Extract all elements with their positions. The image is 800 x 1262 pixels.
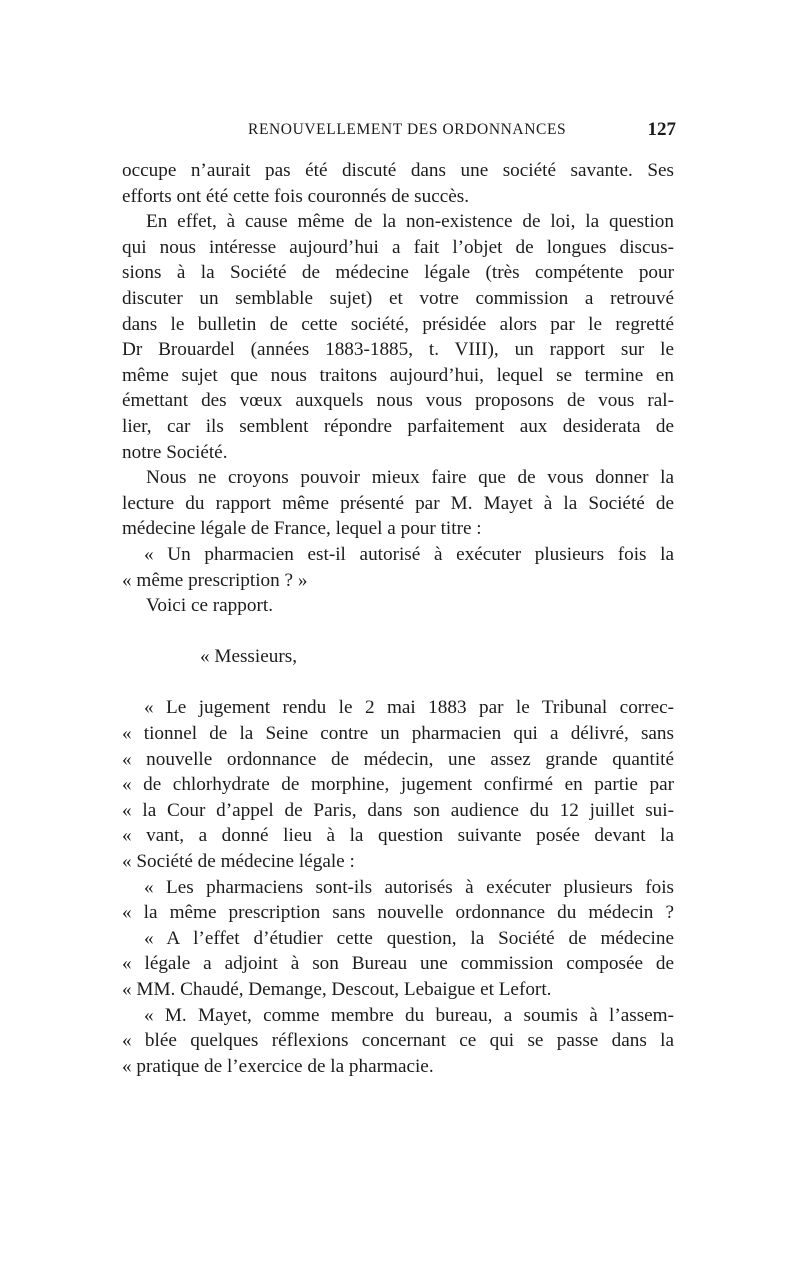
text-line: médecine légale de France, lequel a pour titre : [122,518,482,540]
text-line: Voici ce rapport. [146,595,273,617]
text-line: « tionnel de la Seine contre un pharmacien qui a délivré, sans [122,723,674,745]
text-line: efforts ont été cette fois couronnés de succès. [122,185,470,207]
text-line: dans le bulletin de cette société, présidée alors par le regretté [122,313,674,335]
running-title: RENOUVELLEMENT DES ORDONNANCES [248,121,567,138]
text-line: Nous ne croyons pouvoir mieux faire que de vous donner la [146,467,674,489]
page-header [120,121,676,145]
text-line: « pratique de l’exercice de la pharmacie. [122,1055,434,1077]
text-line: « Société de médecine légale : [122,851,355,873]
text-line: Dr Brouardel (années 1883-1885, t. VIII), un rapport sur le [122,339,674,361]
text-line: « légale a adjoint à son Bureau une commission composée de [122,953,674,975]
text-line: « MM. Chaudé, Demange, Descout, Lebaigue et Lefort. [122,979,552,1000]
text-line: occupe n’aurait pas été discuté dans une société savante. Ses [122,160,674,181]
text-line: En effet, à cause même de la non-existence de loi, la question [146,211,674,233]
text-line: « blée quelques réflexions concernant ce qui se passe dans la [122,1030,674,1052]
text-line: sions à la Société de médecine légale (très compétente pour [122,262,674,284]
text-line: « de chlorhydrate de morphine, jugement confirmé en partie par [122,774,674,796]
text-line: émettant des vœux auxquels nous vous proposons de vous ral- [122,390,674,412]
text-line: « Messieurs, [200,646,297,668]
paragraph-gap [122,619,674,645]
text-line: « M. Mayet, comme membre du bureau, a soumis à l’assem- [144,1004,674,1026]
body-text [122,158,674,1079]
text-line: « la Cour d’appel de Paris, dans son audience du 12 juillet sui- [122,799,674,821]
text-line: discuter un semblable sujet) et votre commission a retrouvé [122,287,674,309]
text-line: « nouvelle ordonnance de médecin, une assez grande quantité [122,748,674,770]
text-line: « Les pharmaciens sont-ils autorisés à exécuter plusieurs fois [144,876,674,898]
text-line: lier, car ils semblent répondre parfaitement aux desiderata de [122,415,674,437]
text-line: « Un pharmacien est-il autorisé à exécuter plusieurs fois la [144,543,674,565]
text-line: « la même prescription sans nouvelle ordonnance du médecin ? [122,902,674,924]
text-line: même sujet que nous traitons aujourd’hui, lequel se termine en [122,364,674,386]
text-line: « A l’effet d’étudier cette question, la Société de médecine [144,927,674,949]
page-number: 127 [647,119,676,140]
text-line: notre Société. [122,441,228,463]
text-line: « même prescription ? » [122,569,308,591]
text-line: « Le jugement rendu le 2 mai 1883 par le Tribunal correc- [144,697,674,719]
text-line: « vant, a donné lieu à la question suivante posée devant la [122,825,674,847]
paragraph-gap [122,670,674,696]
text-line: lecture du rapport même présenté par M. Mayet à la Société de [122,492,674,514]
text-line: qui nous intéresse aujourd’hui a fait l’objet de longues discus- [122,236,674,258]
